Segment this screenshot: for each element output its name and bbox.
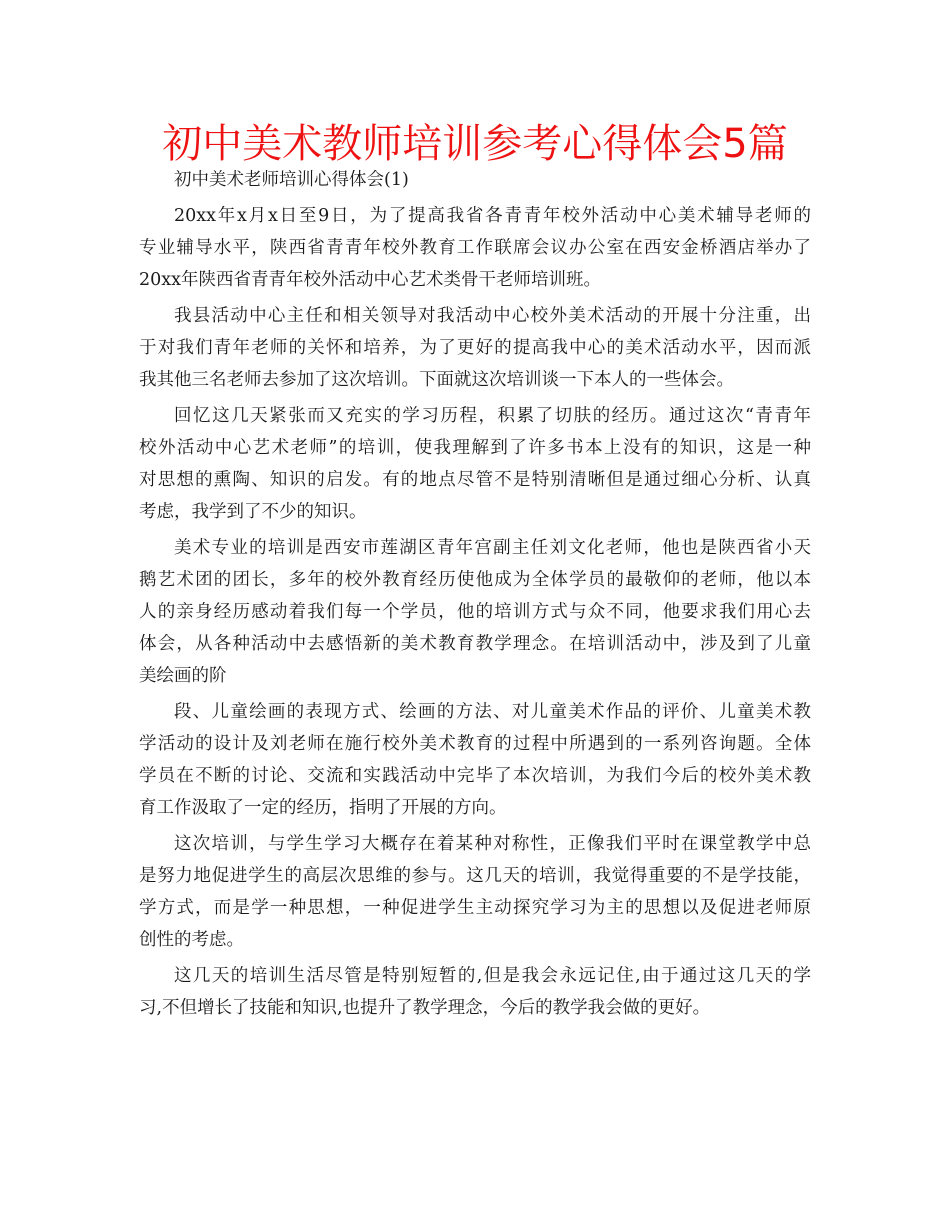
paragraph (139, 824, 811, 956)
paragraph (139, 528, 811, 692)
paragraph-line: 20xx年x月x日至9日，为了提高我省各青青年校外活动中心美术辅导老师的 (174, 206, 811, 226)
document-title: 初中美术教师培训参考心得体会5篇 (162, 121, 788, 167)
paragraph-line: 回忆这几天紧张而又充实的学习历程，积累了切肤的经历。通过这次“青青年 (174, 406, 811, 426)
paragraph (139, 196, 811, 296)
paragraph-line: 体会，从各种活动中去感悟新的美术教育教学理念。在培训活动中，涉及到了儿童 (139, 634, 811, 654)
paragraph-line: 习,不但增长了技能和知识,也提升了教学理念，今后的教学我会做的更好。 (139, 998, 711, 1018)
paragraph-line: 段、儿童绘画的表现方式、绘画的方法、对儿童美术作品的评价、儿童美术教 (174, 702, 811, 722)
paragraph-line: 学方式，而是学一种思想，一种促进学生主动探究学习为主的思想以及促进老师原 (139, 898, 811, 918)
paragraph-line: 考虑，我学到了不少的知识。 (139, 502, 367, 522)
paragraph-line: 20xx年陕西省青青年校外活动中心艺术类骨干老师培训班。 (139, 270, 602, 290)
paragraph-line: 这次培训，与学生学习大概存在着某种对称性，正像我们平时在课堂教学中总 (174, 834, 811, 854)
paragraph-line: 创性的考虑。 (139, 930, 244, 950)
paragraph (139, 296, 811, 396)
paragraph-line: 育工作汲取了一定的经历，指明了开展的方向。 (139, 798, 507, 818)
paragraph-line: 于对我们青年老师的关怀和培养，为了更好的提高我中心的美术活动水平，因而派 (139, 338, 811, 358)
paragraph-line: 学活动的设计及刘老师在施行校外美术教育的过程中所遇到的一系列咨询题。全体 (139, 734, 811, 754)
paragraph (139, 956, 811, 1024)
paragraph-line: 我县活动中心主任和相关领导对我活动中心校外美术活动的开展十分注重，出 (174, 306, 811, 326)
paragraph-line: 鹅艺术团的团长，多年的校外教育经历使他成为全体学员的最敬仰的老师，他以本 (139, 570, 811, 590)
paragraph-line: 学员在不断的讨论、交流和实践活动中完毕了本次培训，为我们今后的校外美术教 (139, 766, 811, 786)
section-subheading: 初中美术老师培训心得体会(1) (174, 170, 409, 190)
paragraph-line: 对思想的熏陶、知识的启发。有的地点尽管不是特别清晰但是通过细心分析、认真 (139, 470, 811, 490)
paragraph-line: 校外活动中心艺术老师”的培训，使我理解到了许多书本上没有的知识，这是一种 (139, 438, 811, 458)
paragraph-line: 美术专业的培训是西安市莲湖区青年宫副主任刘文化老师，他也是陕西省小天 (174, 538, 811, 558)
paragraph (139, 396, 811, 528)
paragraph-line: 我其他三名老师去参加了这次培训。下面就这次培训谈一下本人的一些体会。 (139, 370, 734, 390)
paragraph-line: 美绘画的阶 (139, 666, 227, 686)
paragraph-line: 专业辅导水平，陕西省青青年校外教育工作联席会议办公室在西安金桥酒店举办了 (139, 238, 811, 258)
paragraph-line: 是努力地促进学生的高层次思维的参与。这几天的培训，我觉得重要的不是学技能， (139, 866, 811, 886)
paragraph (139, 692, 811, 824)
paragraph-line: 这几天的培训生活尽管是特别短暂的,但是我会永远记住,由于通过这几天的学 (174, 966, 811, 986)
paragraph-line: 人的亲身经历感动着我们每一个学员，他的培训方式与众不同，他要求我们用心去 (139, 602, 811, 622)
document-body (139, 164, 811, 1024)
